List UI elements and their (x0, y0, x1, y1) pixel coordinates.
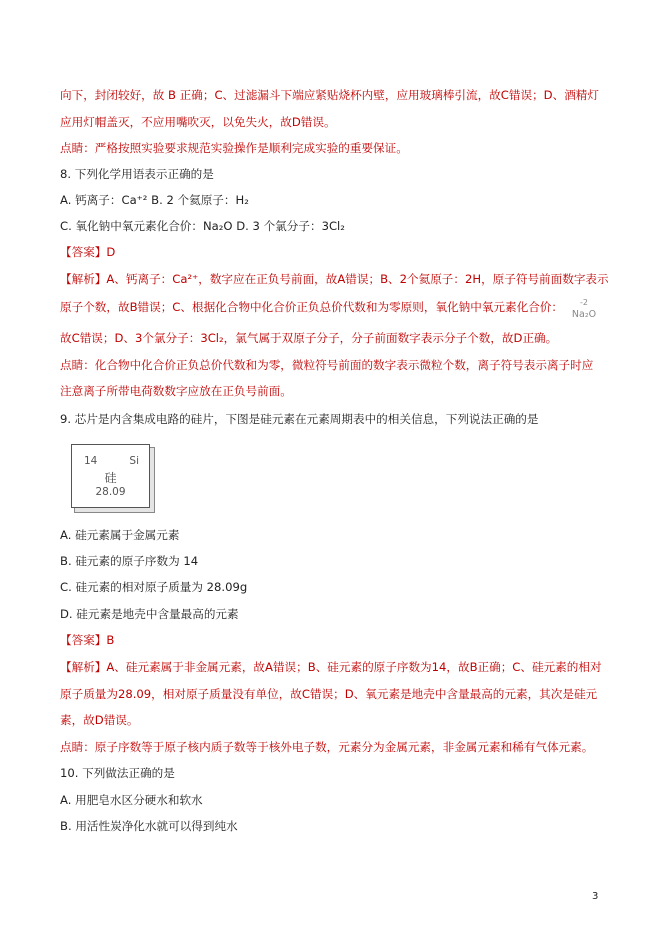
atomic-number: 14 (84, 455, 98, 467)
analysis-text: 【解析】A、硅元素属于非金属元素，故A错误；B、硅元素的原子序数为14，故B正确；C、硅元素的相对 (60, 660, 602, 674)
analysis-text: 故C错误；D、3个氯分子：3Cl₂，氯气属于双原子分子，分子前面数字表示分子个数，故D正确。 (60, 331, 558, 345)
text-line: 向下，封闭较好，故 B 正确；C、过滤漏斗下端应紧贴烧杯内壁，应用玻璃棒引流，故C错误；D、酒精灯 (60, 88, 599, 102)
text-line: 应用灯帽盖灭，不应用嘴吹灭，以免失火，故D错误。 (60, 115, 336, 129)
oxidation-notation (566, 298, 602, 324)
question-8: 8. 下列化学用语表示正确的是 (60, 167, 214, 181)
tip-text: 点睛：原子序数等于原子核内质子数等于核外电子数，元素分为金属元素，非金属元素和稀有气体元素。 (60, 740, 594, 754)
option-a: A. 硅元素属于金属元素 (60, 528, 180, 542)
question-10: 10. 下列做法正确的是 (60, 766, 175, 780)
tip-text: 点睛：化合物中化合价正负总价代数和为零，微粒符号前面的数字表示微粒个数，离子符号表示离子时应 (60, 358, 594, 372)
analysis-text: 原子个数，故B错误；C、根据化合物中化合价正负总价代数和为零原则，氧化钠中氧元素化合价： (60, 300, 563, 314)
question-8-options-cd: C. 氧化钠中氧元素化合价：Na₂O D. 3 个氯分子：3Cl₂ (60, 219, 345, 233)
analysis-text: 【解析】A、钙离子：Ca²⁺，数字应在正负号前面，故A错误；B、2个氦原子：2H，原子符号前面数字表示 (60, 272, 609, 286)
analysis-text: 素，故D错误。 (60, 713, 139, 727)
element-name: 硅 (104, 471, 117, 485)
valence-label: -2 (580, 298, 588, 307)
formula-label: Na₂O (571, 309, 597, 320)
element-symbol: Si (129, 455, 139, 467)
question-8-options-ab: A. 钙离子：Ca⁺² B. 2 个氦原子：H₂ (60, 193, 249, 207)
text-line: 点睛：严格按照实验要求规范实验操作是顺利完成实验的重要保证。 (60, 141, 408, 155)
periodic-element-card (71, 444, 150, 508)
option-b: B. 硅元素的原子序数为 14 (60, 554, 199, 568)
option-d: D. 硅元素是地壳中含量最高的元素 (60, 607, 239, 621)
answer-label: 【答案】D (60, 245, 116, 259)
option-c: C. 硅元素的相对原子质量为 28.09g (60, 580, 248, 594)
question-9: 9. 芯片是内含集成电路的硅片，下图是硅元素在元素周期表中的相关信息，下列说法正确的是 (60, 412, 539, 426)
analysis-text: 原子质量为28.09，相对原子质量没有单位，故C错误；D、氧元素是地壳中含量最高的元素，其次是硅元 (60, 687, 598, 701)
tip-text: 注意离子所带电荷数数字应放在正负号前面。 (60, 384, 292, 398)
answer-label: 【答案】B (60, 633, 115, 647)
option-b: B. 用活性炭净化水就可以得到纯水 (60, 819, 238, 833)
option-a: A. 用肥皂水区分硬水和软水 (60, 793, 203, 807)
page-number: 3 (592, 891, 599, 902)
atomic-mass: 28.09 (95, 486, 126, 498)
